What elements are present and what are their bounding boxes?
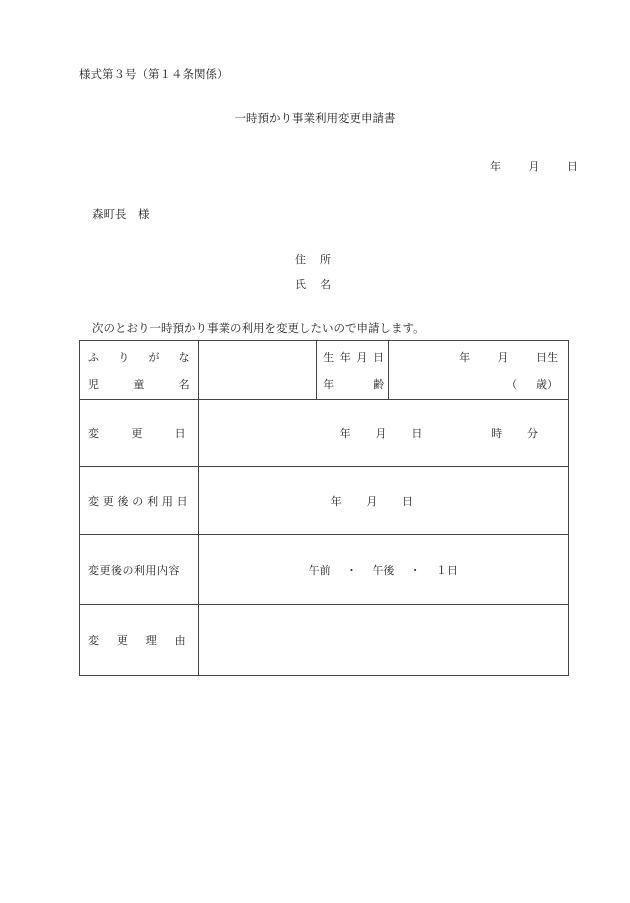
new-use-content-label: 変更後の利用内容 — [88, 563, 180, 577]
age-value: （ 歳） — [506, 377, 558, 391]
new-use-content-field[interactable] — [198, 535, 568, 605]
new-use-date-label: 変 更 後 の 利 用 日 — [88, 494, 188, 508]
furigana-label: ふ り が な — [88, 350, 190, 364]
change-date-value: 年 月 日 時 分 — [339, 427, 538, 440]
date-day-label: 日 — [567, 160, 578, 173]
birth-age-field[interactable] — [389, 341, 569, 400]
new-use-date-label-cell — [80, 467, 199, 535]
date-line — [490, 158, 578, 174]
reason-row — [80, 605, 569, 676]
page-title: 一時預かり事業利用変更申請書 — [234, 111, 396, 125]
addressee: 森町長 様 — [92, 207, 150, 221]
new-use-content-label-cell — [80, 535, 199, 605]
new-use-date-row — [80, 467, 569, 535]
change-date-field[interactable] — [198, 400, 568, 467]
reason-label-cell — [80, 605, 199, 676]
new-use-content-row — [80, 535, 569, 605]
new-use-date-value: 年 月 日 — [330, 494, 413, 508]
change-date-row — [80, 400, 569, 467]
new-use-content-options: 午前 ・ 午後 ・ １日 — [308, 563, 458, 577]
birth-label: 生 年 月 日 — [323, 350, 385, 364]
child-info-row — [80, 341, 569, 400]
date-year-label: 年 — [490, 160, 501, 173]
change-date-label: 変 更 日 — [88, 427, 186, 440]
application-table — [79, 340, 569, 676]
reason-field[interactable] — [198, 605, 568, 676]
birth-age-label-cell — [317, 341, 389, 400]
child-name-field[interactable] — [198, 341, 316, 400]
age-label: 年 齢 — [323, 377, 385, 391]
option-afternoon[interactable]: 午後 — [372, 563, 395, 577]
new-use-date-field[interactable] — [198, 467, 568, 535]
intro-text: 次のとおり一時預かり事業の利用を変更したいので申請します。 — [92, 321, 425, 335]
change-date-label-cell — [80, 400, 199, 467]
reason-label: 変 更 理 由 — [88, 634, 186, 647]
child-name-label: 児 童 名 — [88, 377, 190, 391]
date-month-label: 月 — [528, 160, 540, 173]
option-full-day[interactable]: １日 — [435, 563, 458, 577]
form-number: 様式第３号（第１４条関係） — [79, 67, 229, 81]
address-label: 住 所 — [295, 253, 331, 266]
child-label-cell — [80, 341, 199, 400]
option-morning[interactable]: 午前 — [308, 563, 331, 577]
name-label: 氏 名 — [295, 278, 331, 291]
birth-value: 年 月 日生 — [459, 350, 558, 364]
